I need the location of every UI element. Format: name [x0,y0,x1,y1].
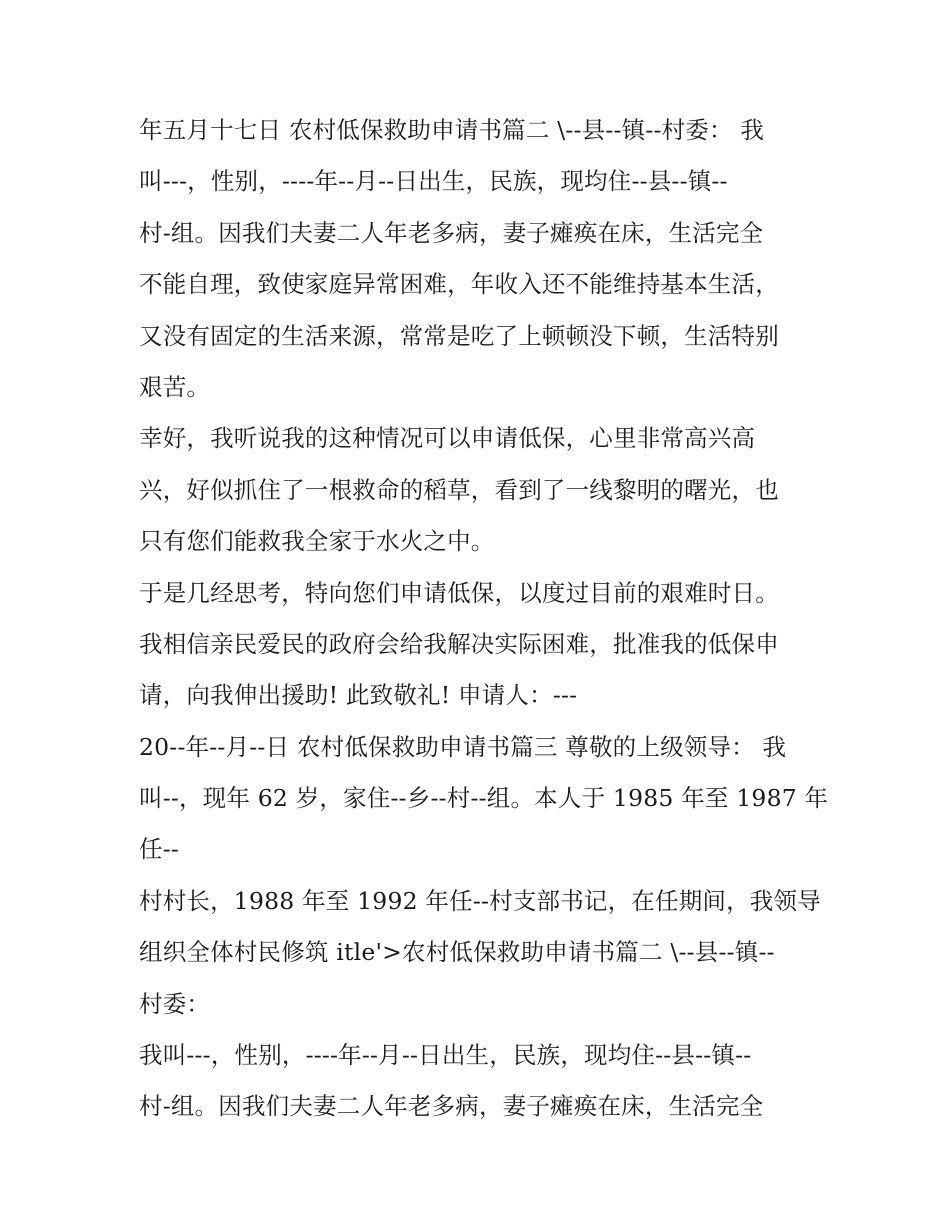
text-line-10: 于是几经思考，特向您们申请低保，以度过目前的艰难时日。 [139,578,779,607]
text-line-15: 任-- [139,835,179,864]
text-line-1: 年五月十七日 农村低保救助申请书篇二 \--县--镇--村委： 我 [139,116,765,144]
text-line-3: 村-组。因我们夫妻二人年老多病，妻子瘫痪在床，生活完全 [139,218,764,247]
text-line-14: 叫--，现年 62 岁，家住--乡--村--组。本人于 1985 年至 1987 年 [139,784,829,813]
text-line-19: 我叫---，性别，----年--月--日出生，民族，现均住--县--镇-- [139,1041,752,1070]
text-line-11: 我相信亲民爱民的政府会给我解决实际困难，批准我的低保申 [139,629,779,658]
text-line-5: 又没有固定的生活来源，常常是吃了上顿顿没下顿，生活特别 [139,321,779,350]
text-line-17: 组织全体村民修筑 itle'>农村低保救助申请书篇二 \--县--镇-- [139,938,775,967]
text-line-7: 幸好，我听说我的这种情况可以申请低保，心里非常高兴高 [139,424,756,453]
text-line-16: 村村长，1988 年至 1992 年任--村支部书记，在任期间，我领导 [139,886,821,915]
document-body [139,108,829,1136]
text-line-13: 20--年--月--日 农村低保救助申请书篇三 尊敬的上级领导： 我 [139,732,787,761]
text-line-8: 兴，好似抓住了一根救命的稻草，看到了一线黎明的曙光，也 [139,475,779,504]
text-line-18: 村委： [139,989,211,1018]
text-line-6: 艰苦。 [139,372,211,401]
text-line-20: 村-组。因我们夫妻二人年老多病，妻子瘫痪在床，生活完全 [139,1092,764,1121]
text-line-12: 请，向我伸出援助! 此致敬礼! 申请人：--- [139,681,578,710]
text-line-9: 只有您们能救我全家于水火之中。 [139,527,495,556]
text-line-2: 叫---，性别，----年--月--日出生，民族，现均住--县--镇-- [139,167,728,196]
text-line-4: 不能自理，致使家庭异常困难，年收入还不能维持基本生活， [139,270,779,299]
